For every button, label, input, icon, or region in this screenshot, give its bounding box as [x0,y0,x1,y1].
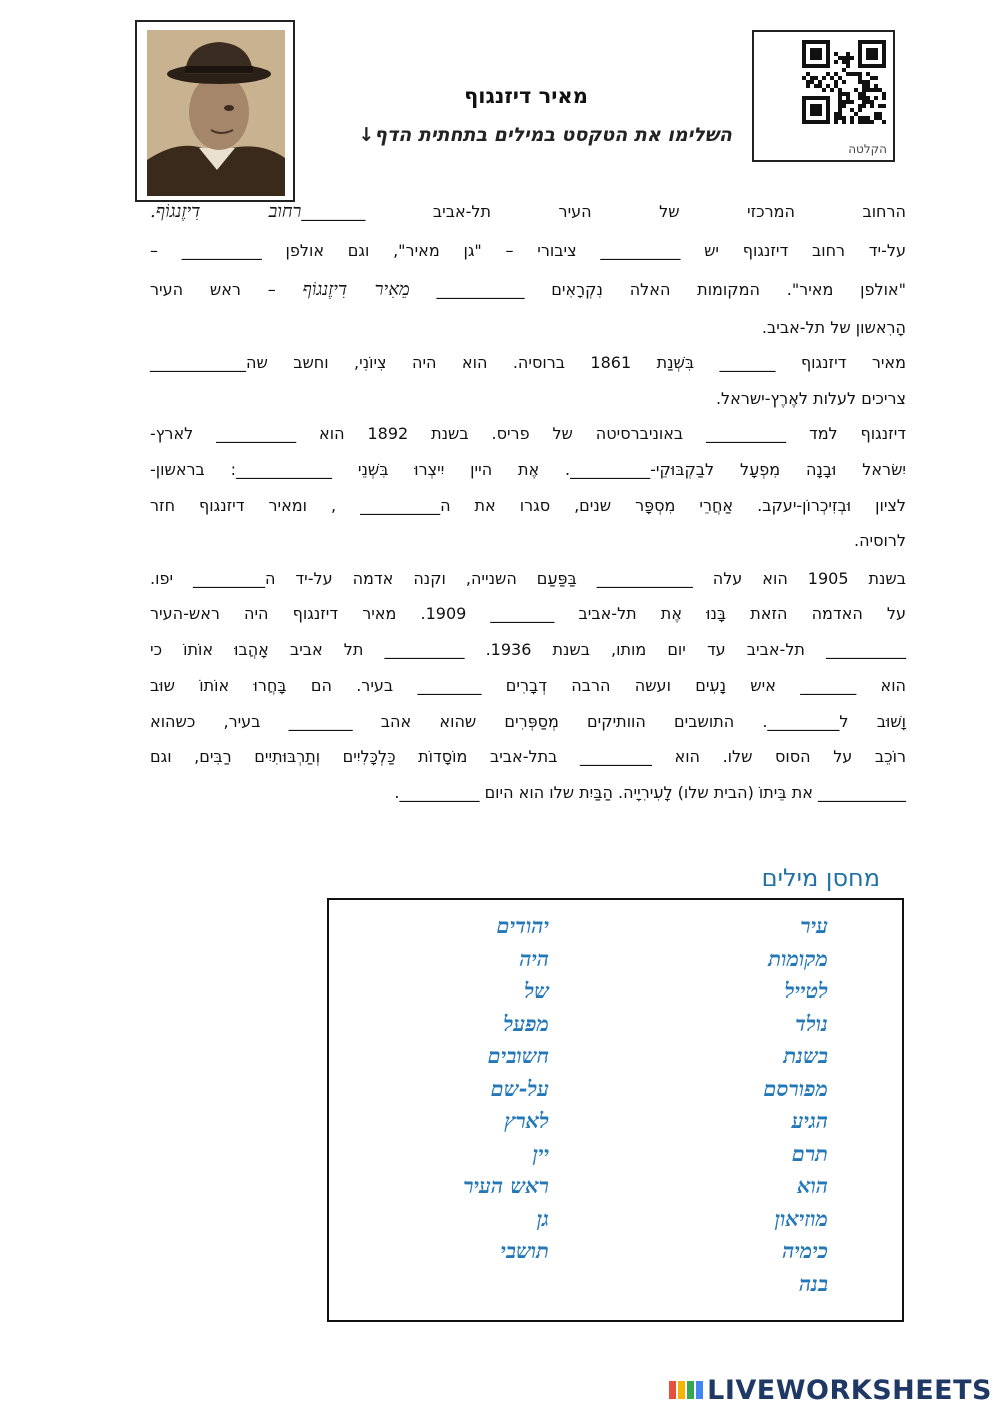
word-bank-word: לטייל [784,978,828,1003]
word-bank-word: על-שם [490,1075,549,1101]
line-text: הָרִאשון של תל-אביב. [761,318,906,337]
footer-brand: LIVEWORKSHEETS [707,1374,992,1406]
logo-mark-icon [669,1381,703,1399]
text-line [150,493,906,519]
logo-bar [669,1381,676,1399]
word-bank-word: בשנת [783,1043,828,1068]
word-bank-word: נולד [795,1010,828,1036]
text-line [150,238,906,264]
filled-answer: מֵאִיר דִיזֶנגוֹף [302,279,410,300]
qr-code-icon[interactable] [802,40,886,124]
word-bank-word: מפעל [503,1010,549,1036]
logo-bar [696,1381,703,1399]
line-text: מאיר דיזנגוף _______ בִּשְׁנַת 1861 ברוסיה. הוא היה צִיוֹנִי, וחשב שה____________ [150,353,906,372]
portrait-illustration [147,30,285,196]
word-bank-left-column [463,910,549,1268]
line-text: "אולפן מאיר". המקומות האלה נִקְרָאִים ___________ [409,280,906,299]
line-text: וָשׁוּב ל_________. התושבים הוותיקים מְסַפְּרִים שהוא אהב ________ בעיר, כשהוא [150,712,906,731]
text-line [150,457,906,483]
word-bank-word: חשובים [487,1043,549,1068]
line-text: ___________ את בֵּיתוֹ (הבית שלו) לָעִירִיָיה. הַבַּיִת שלו הוא היום __________. [394,783,906,802]
word-bank-word: לארץ [504,1108,549,1133]
word-bank-word: מפורסם [763,1075,828,1101]
logo-bar [678,1381,685,1399]
instruction [310,124,732,146]
word-bank [327,898,904,1322]
word-bank-word: עיר [800,913,828,938]
word-bank-word: ראש העיר [463,1173,549,1198]
word-bank-word: כימיה [782,1238,828,1263]
text-line [150,601,906,627]
line-text: הוא _______ איש נָעִים ועשה הרבה דְבָרִים ________ בעיר. הם בָּחֲרוּ אוֹתוֹ שוּב [150,676,906,695]
text-line [150,709,906,735]
line-text: יִשׂראל וּבָנָה מִפְעָל לבַקְבּוּקֵי-__________. אֶת היין יִיצְרוּ בִּשְׁנֵי ____________: בראשון- [150,460,906,479]
qr-code-box[interactable] [752,30,895,162]
text-line [150,637,906,663]
word-bank-word: תושבי [500,1238,549,1263]
word-bank-word: הוא [797,1173,828,1198]
filled-answer: רחוב דִיזֶנגוֹף. [150,201,302,222]
word-bank-right-column [763,910,828,1300]
text-line [150,315,906,341]
text-line [150,673,906,699]
line-text: הרחוב המרכזי של העיר תל-אביב ________ [301,202,906,221]
line-text: על האדמה הזאת בָּנוּ אֶת תל-אביב ________ 1909. מאיר דיזנגוף היה ראש-העיר [150,604,907,623]
line-text: – ראש העיר [150,280,303,299]
word-bank-word: יהודים [496,913,549,938]
text-line [150,528,906,554]
word-bank-word: בנה [798,1270,828,1296]
text-line [150,566,906,592]
word-bank-word: תרם [791,1140,828,1166]
line-text: בשנת 1905 הוא עלה ____________ בַּפַּעַם השנייה, וקנה אדמה על-יד ה_________ יפו. [150,569,907,588]
line-text: צריכים לעלות לאֶרֶץ-ישראל. [715,389,906,408]
text-line [150,350,906,376]
text-line [150,199,906,225]
instruction-text: השלימו את הטקסט במילים בתחתית הדף [374,124,732,146]
line-text: __________ תל-אביב עד יום מותו, בשנת 1936. __________ תל אביב אָהֲבוּ אוֹתוֹ כי [150,640,907,659]
qr-caption: הקלטה [848,142,887,156]
portrait-photo [135,20,295,202]
liveworksheets-logo[interactable] [669,1373,992,1407]
line-text: לציון וּבְזִיכְרוֹן-יעקב. אַחֲרֵי מִסְפָּר שנים, סגרו את ה__________ , ומאיר דיזנגוף חזר [150,496,906,515]
line-text: רוֹכֵב על הסוס שלו. הוא _________ בתל-אביב מוֹסָדוֹת כַּלְכָּלִיִים וְתַרְבּוּתִיִים רַבִּים, וגם [150,747,906,766]
text-line [150,780,906,806]
word-bank-word: הגיע [791,1108,828,1133]
line-text: על-יד רחוב דיזנגוף יש __________ ציבורי – "גן מאיר", וגם אולפן __________ – [150,241,906,260]
word-bank-word: מוזיאון [774,1205,828,1231]
word-bank-word: היה [519,945,549,971]
word-bank-word: יין [532,1140,549,1166]
line-text: דיזנגוף למד __________ באוניברסיטה של פריס. בשנת 1892 הוא __________ לארץ- [150,424,907,443]
word-bank-word: גן [536,1205,549,1231]
text-line [150,744,906,770]
logo-bar [687,1381,694,1399]
word-bank-word: של [524,978,549,1003]
text-line [150,386,906,412]
word-bank-title: מחסן מילים [761,864,880,892]
text-line [150,421,906,447]
text-line [150,277,906,303]
page-title: מאיר דיזנגוף [464,84,588,108]
down-arrow-icon: ↓ [358,124,375,146]
word-bank-word: מקומות [768,945,828,971]
line-text: לרוסיה. [854,531,906,550]
